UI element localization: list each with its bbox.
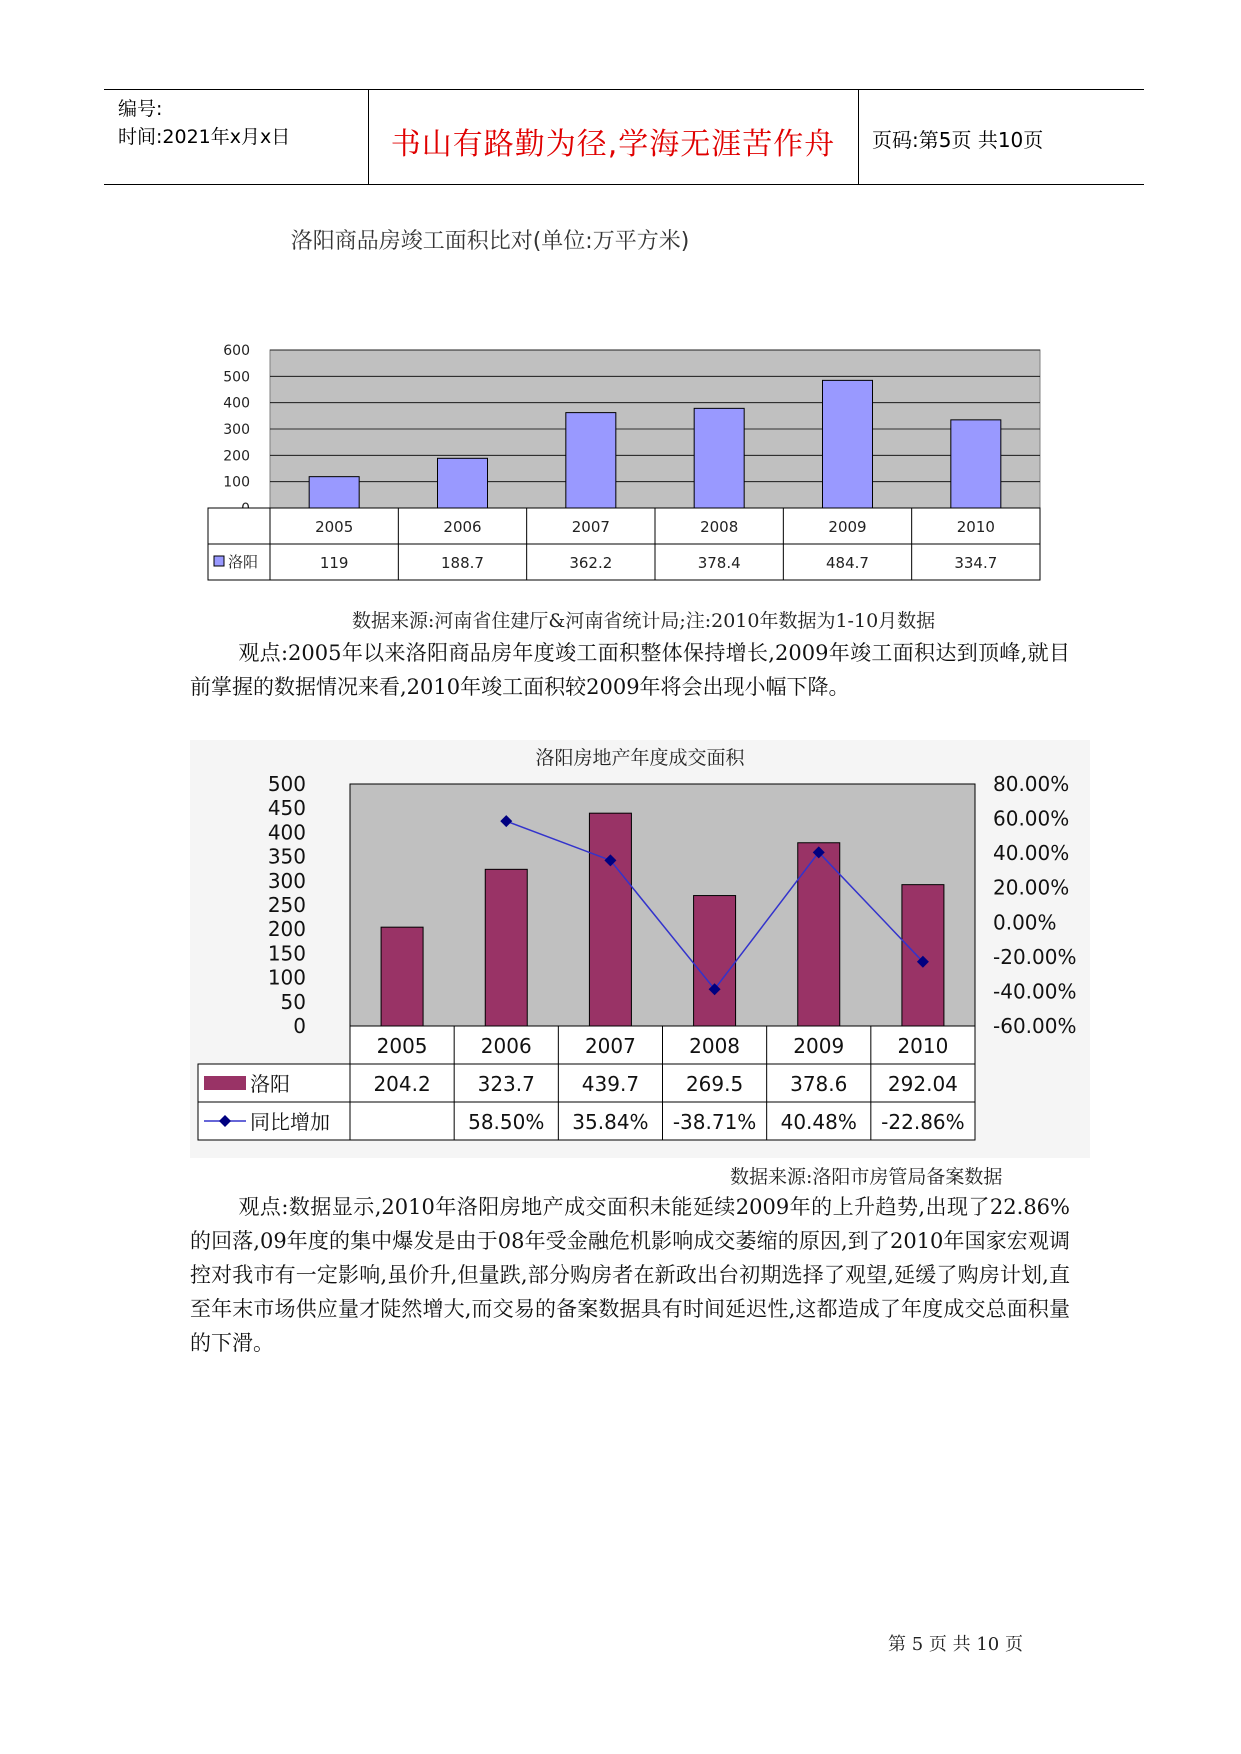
chart2-bar-value-label: 292.04 — [887, 1072, 958, 1096]
chart1-category-label: 2010 — [956, 518, 995, 536]
chart2-legend-bar-swatch — [204, 1076, 246, 1090]
serial-label: 编号: — [118, 98, 163, 120]
chart2-bar-value-label: 439.7 — [581, 1072, 640, 1096]
chart1-bar — [694, 408, 744, 508]
chart1-category-label: 2007 — [571, 518, 610, 536]
chart1-bar — [566, 413, 616, 508]
chart2-y2tick-label: -40.00% — [993, 979, 1077, 1004]
paragraph-2 — [190, 1190, 1070, 1360]
chart2-y2tick-label: 40.00% — [993, 841, 1070, 866]
chart1-value-label: 484.7 — [826, 554, 869, 572]
chart2-line-value-label: 58.50% — [468, 1110, 545, 1134]
time-label: 时间:2021年x月x日 — [118, 126, 291, 148]
page-header — [104, 89, 1144, 185]
chart1-value-label: 188.7 — [441, 554, 484, 572]
chart-transaction-area — [190, 740, 1090, 1158]
chart2-bar — [798, 843, 840, 1026]
header-page-info: 页码:第5页 共10页 — [872, 128, 1044, 152]
chart1-ytick-label: 600 — [223, 343, 250, 359]
chart2-legend-bar-label: 洛阳 — [250, 1072, 290, 1096]
chart2-category-label: 2010 — [897, 1034, 949, 1058]
chart2-ytick-label: 100 — [267, 965, 306, 990]
chart2-bar — [485, 869, 527, 1026]
chart2-y2tick-label: 60.00% — [993, 806, 1070, 831]
chart2-ytick-label: 300 — [267, 868, 306, 893]
chart2-ytick-label: 400 — [267, 820, 306, 845]
chart2-title: 洛阳房地产年度成交面积 — [535, 747, 745, 769]
chart1-ytick-label: 100 — [223, 474, 250, 491]
chart1-ytick-label: 200 — [223, 448, 250, 465]
chart2-category-label: 2008 — [689, 1034, 741, 1058]
chart1-bar — [309, 477, 359, 508]
chart2-ytick-label: 350 — [267, 844, 306, 869]
chart2-line-value-label: -38.71% — [672, 1110, 757, 1134]
paragraph-1 — [190, 636, 1070, 704]
transaction-area-chart-svg — [190, 740, 1090, 1158]
chart1-value-label: 334.7 — [954, 554, 998, 572]
chart2-line-value-label: 35.84% — [572, 1110, 649, 1134]
chart2-ytick-label: 250 — [267, 893, 306, 917]
header-page-cell — [858, 90, 1144, 184]
chart2-bar-value-label: 323.7 — [477, 1072, 535, 1096]
chart2-bar-value-label: 269.5 — [685, 1072, 744, 1096]
chart2-ytick-label: 200 — [267, 917, 306, 942]
chart2-bar — [694, 896, 736, 1026]
chart2-bar — [381, 927, 423, 1026]
chart2-bar — [589, 813, 631, 1026]
chart1-ytick-label: 400 — [223, 395, 250, 412]
chart1-ytick-label: 500 — [223, 369, 250, 386]
header-motto: 书山有路勤为径,学海无涯苦作舟 — [390, 127, 836, 162]
chart2-ytick-label: 450 — [267, 796, 306, 821]
chart2-source: 数据来源:洛阳市房管局备案数据 — [730, 1166, 1003, 1188]
chart1-bar — [438, 458, 488, 508]
chart1-category-label: 2006 — [443, 518, 482, 536]
paragraph-1-text: 观点:2005年以来洛阳商品房年度竣工面积整体保持增长,2009年竣工面积达到顶峰,就目前掌握的数据情况来看,2010年竣工面积较2009年将会出现小幅下降。 — [190, 641, 1070, 699]
chart1-legend-label: 洛阳 — [228, 553, 259, 571]
chart2-y2tick-label: 0.00% — [993, 910, 1057, 935]
chart1-category-label: 2005 — [315, 518, 354, 536]
chart2-category-label: 2005 — [376, 1034, 428, 1058]
chart1-category-label: 2009 — [828, 518, 867, 536]
chart2-category-label: 2006 — [480, 1034, 532, 1058]
chart2-line-value-label: -22.86% — [881, 1110, 965, 1134]
header-motto-cell — [368, 90, 859, 184]
chart2-category-label: 2009 — [793, 1034, 845, 1058]
chart2-y2tick-label: 20.00% — [993, 875, 1070, 900]
chart2-line-value-label: 40.48% — [780, 1110, 857, 1134]
chart-completion-area — [200, 218, 1060, 588]
page-footer: 第 5 页 共 10 页 — [888, 1634, 1023, 1655]
chart1-value-label: 362.2 — [569, 554, 613, 572]
chart2-ytick-label: 500 — [267, 772, 306, 796]
chart1-legend-swatch — [214, 556, 224, 566]
chart1-bar — [823, 380, 873, 508]
chart2-ytick-label: 0 — [293, 1014, 306, 1038]
chart2-ytick-label: 150 — [267, 941, 306, 966]
chart2-bar-value-label: 378.6 — [790, 1072, 848, 1096]
paragraph-2-text: 观点:数据显示,2010年洛阳房地产成交面积未能延续2009年的上升趋势,出现了22.86%的回落,09年度的集中爆发是由于08年受金融危机影响成交萎缩的原因,到了2010年国家宏观调控对我市有一定影响,虽价升,但量跌,部分购房者在新政出台初期选择了观望,延缓了购房计划,直至年末市场供应量才陡然增大,而交易的备案数据具有时间延迟性,这都造成了年度成交总面积量的下滑。 — [190, 1195, 1070, 1355]
chart1-source: 数据来源:河南省住建厅&河南省统计局;注:2010年数据为1-10月数据 — [352, 610, 936, 632]
chart2-y2tick-label: -20.00% — [993, 944, 1077, 969]
chart1-value-label: 378.4 — [697, 554, 741, 572]
chart2-y2tick-label: 80.00% — [993, 772, 1070, 796]
chart2-ytick-label: 50 — [280, 989, 306, 1014]
chart2-bar — [902, 885, 944, 1026]
chart2-plot-area — [350, 784, 975, 1026]
header-meta — [104, 90, 369, 184]
chart2-y2tick-label: -60.00% — [993, 1014, 1077, 1038]
chart1-category-label: 2008 — [700, 518, 739, 536]
chart2-bar-value-label: 204.2 — [373, 1072, 431, 1096]
chart1-ytick-label: 300 — [223, 422, 250, 438]
chart1-bar — [951, 420, 1001, 508]
chart2-legend-line-label: 同比增加 — [250, 1110, 330, 1134]
completion-area-chart-svg — [200, 218, 1060, 588]
chart1-title: 洛阳商品房竣工面积比对(单位:万平方米) — [290, 229, 690, 254]
chart2-category-label: 2007 — [584, 1034, 636, 1058]
chart1-value-label: 119 — [319, 554, 349, 572]
